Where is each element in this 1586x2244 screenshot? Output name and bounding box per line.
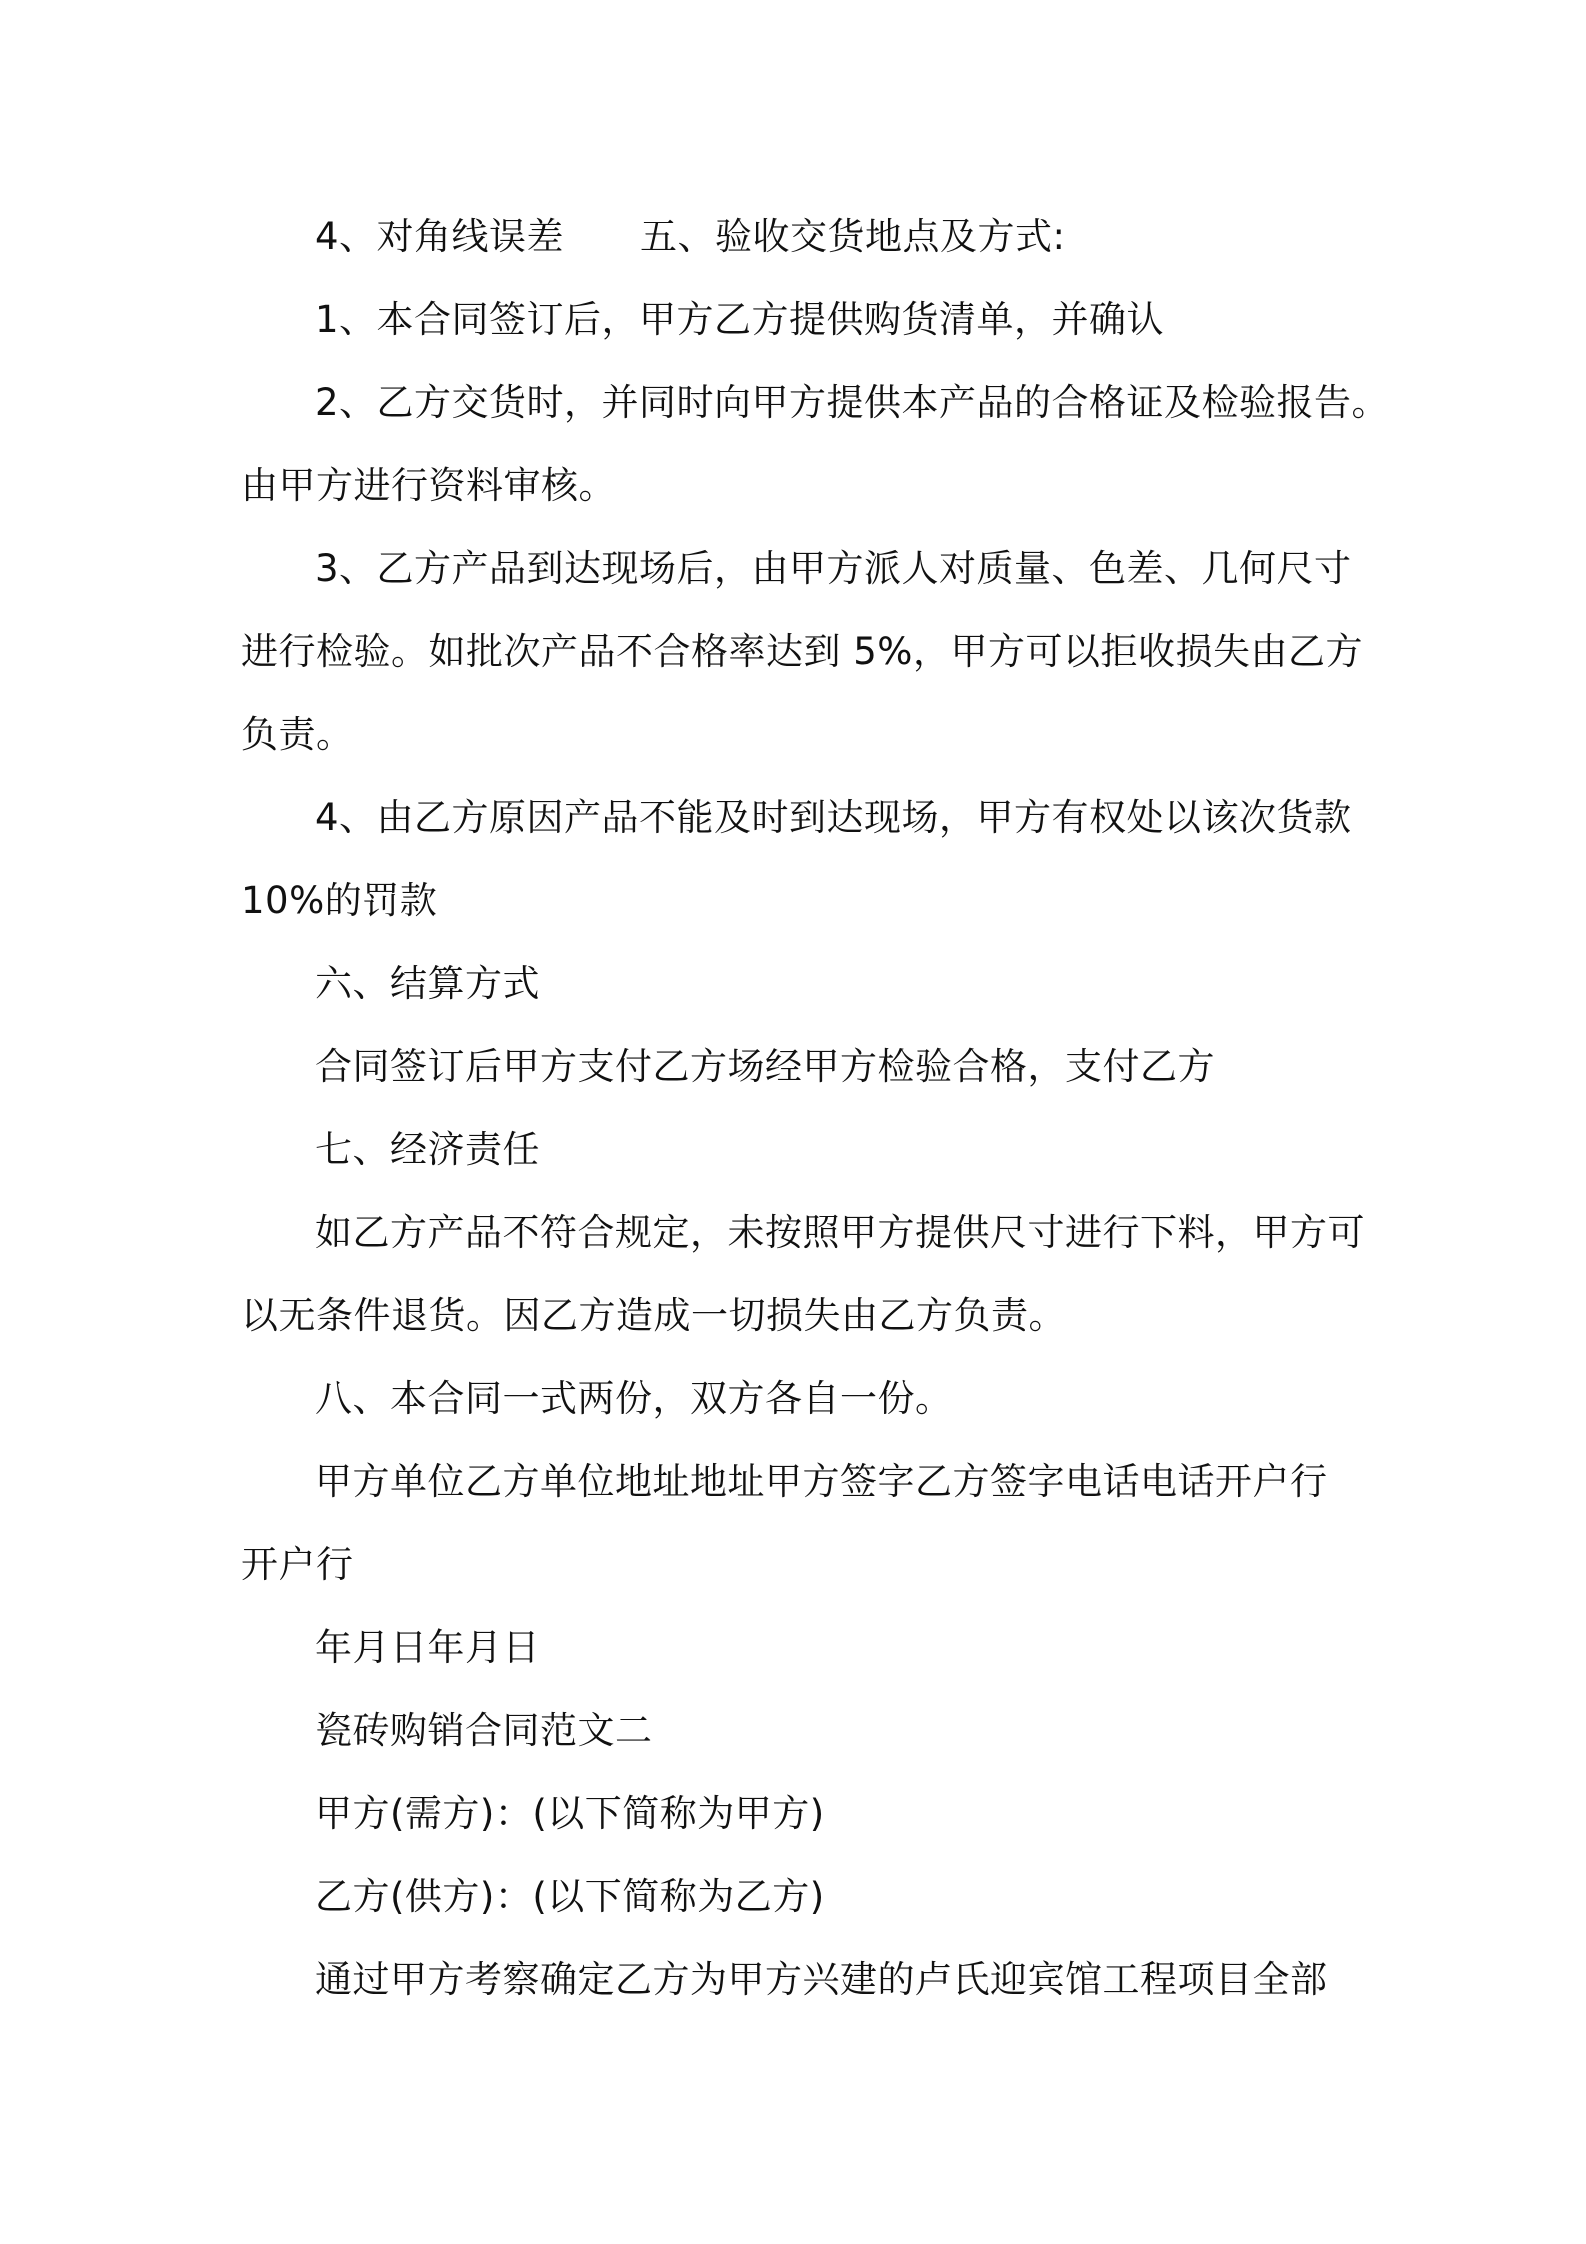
date-line: 年月日年月日 (315, 1626, 540, 1669)
section-heading: 六、结算方式 (315, 962, 540, 1005)
section-five-heading: 五、验收交货地点及方式: (640, 215, 1066, 258)
document-body (241, 195, 1390, 2021)
signature-block-line: 开户行 (241, 1543, 354, 1586)
paragraph-line: 3、乙方产品到达现场后，由甲方派人对质量、色差、几何尺寸 (315, 547, 1352, 590)
party-b-line: 乙方(供方)：(以下简称为乙方) (315, 1875, 825, 1918)
party-a-line: 甲方(需方)：(以下简称为甲方) (315, 1792, 825, 1835)
paragraph-line: 通过甲方考察确定乙方为甲方兴建的卢氏迎宾馆工程项目全部 (315, 1958, 1328, 2001)
section-heading: 八、本合同一式两份，双方各自一份。 (315, 1377, 953, 1420)
clause-diagonal-error: 4、对角线误差 (315, 215, 565, 258)
paragraph-line: 2、乙方交货时，并同时向甲方提供本产品的合格证及检验报告。 (315, 381, 1390, 424)
paragraph-line: 1、本合同签订后，甲方乙方提供购货清单，并确认 (315, 298, 1165, 341)
paragraph-line: 如乙方产品不符合规定，未按照甲方提供尺寸进行下料，甲方可 (315, 1211, 1365, 1254)
paragraph-line (241, 195, 1358, 278)
signature-block-line: 甲方单位乙方单位地址地址甲方签字乙方签字电话电话开户行 (315, 1460, 1328, 1503)
paragraph-line: 负责。 (241, 713, 354, 756)
document-title: 瓷砖购销合同范文二 (315, 1709, 653, 1752)
paragraph-line: 10%的罚款 (241, 879, 438, 922)
paragraph-line: 进行检验。如批次产品不合格率达到 5%，甲方可以拒收损失由乙方 (241, 630, 1363, 673)
paragraph-line: 以无条件退货。因乙方造成一切损失由乙方负责。 (241, 1294, 1066, 1337)
section-heading: 七、经济责任 (315, 1128, 540, 1171)
paragraph-line: 由甲方进行资料审核。 (241, 464, 616, 507)
paragraph-line: 4、由乙方原因产品不能及时到达现场，甲方有权处以该次货款 (315, 796, 1352, 839)
paragraph-line: 合同签订后甲方支付乙方场经甲方检验合格，支付乙方 (315, 1045, 1215, 1088)
